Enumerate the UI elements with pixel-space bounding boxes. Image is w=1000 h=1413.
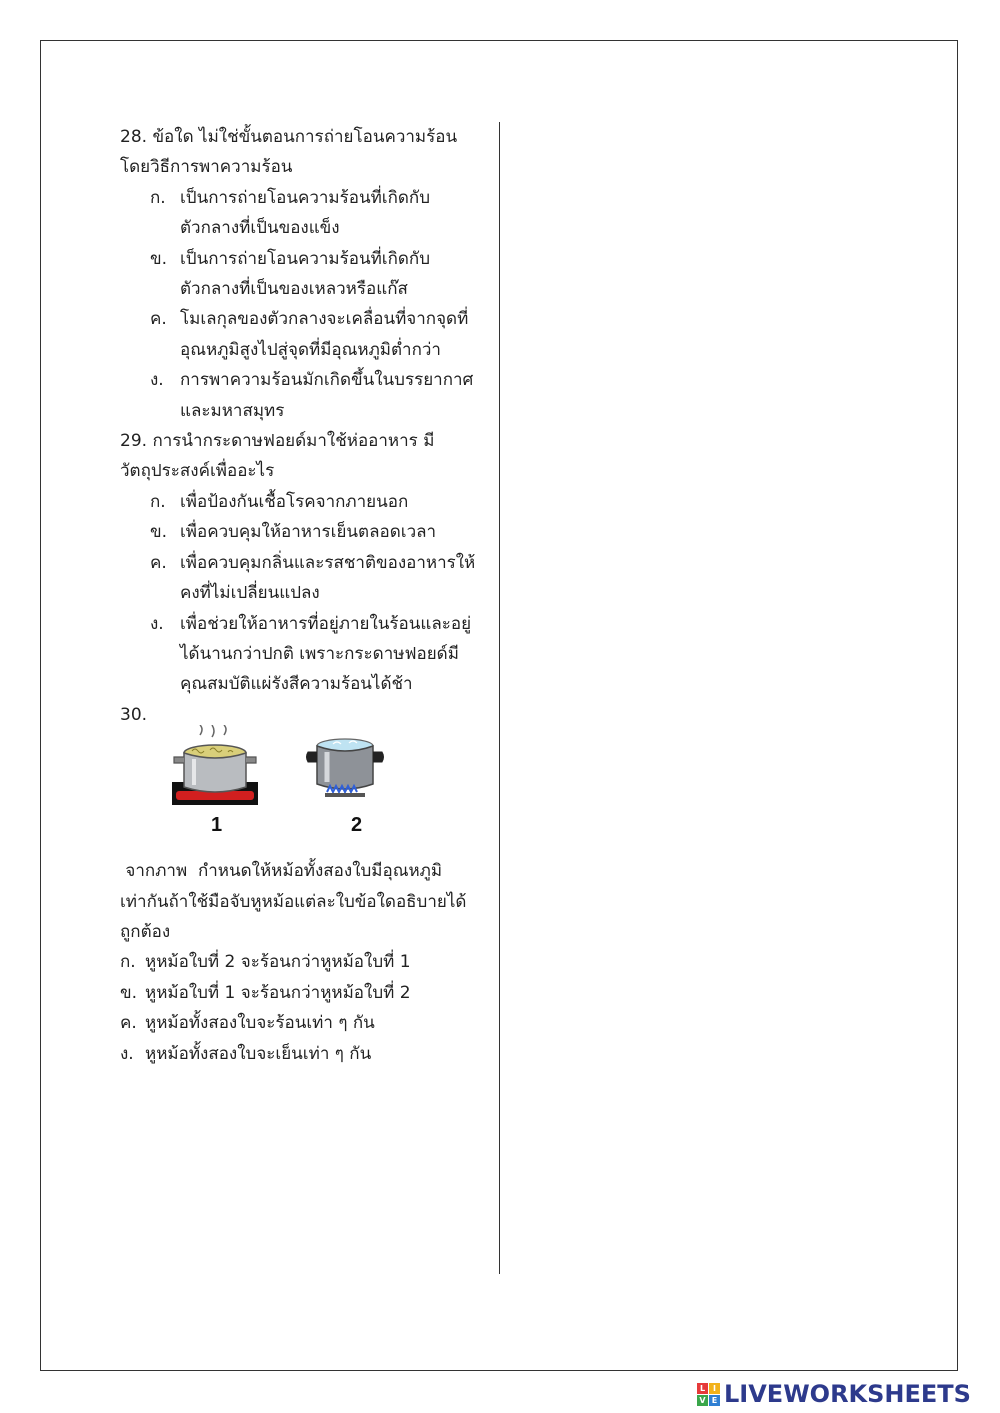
logo-tile: L (697, 1383, 708, 1394)
question-stem-line: โดยวิธีการพาความร้อน (120, 157, 293, 178)
option-text: ได้นานกว่าปกติ เพราะกระดาษฟอยด์มี (180, 643, 459, 664)
question-30 (120, 700, 470, 1069)
answer-option (120, 1008, 470, 1038)
question-stem-line: เท่ากันถ้าใช้มือจับหูหม้อแต่ละใบข้อใดอธิบายได้ (120, 891, 467, 912)
answer-option (120, 304, 470, 365)
option-letter: ง. (150, 613, 164, 634)
answer-option (120, 947, 470, 977)
option-text: หูหม้อทั้งสองใบจะเย็นเท่า ๆ กัน (145, 1043, 372, 1064)
pot-on-hotplate-image (170, 725, 260, 813)
option-letter: ค. (150, 309, 167, 330)
option-text: หูหม้อทั้งสองใบจะร้อนเท่า ๆ กัน (145, 1013, 375, 1034)
question-stem-line: ถูกต้อง (120, 921, 171, 942)
answer-option (120, 548, 476, 609)
option-letter: ง. (120, 1043, 134, 1064)
option-letter: ก. (150, 187, 166, 208)
column-divider (499, 122, 500, 1274)
option-text: คุณสมบัติแผ่รังสีความร้อนได้ช้า (180, 674, 413, 695)
brand-name: LIVEWORKSHEETS (724, 1380, 971, 1408)
option-letter: ข. (150, 522, 168, 543)
question-number: 30. (120, 704, 148, 725)
answer-option (120, 517, 470, 547)
logo-tile: I (709, 1383, 720, 1394)
option-text: โมเลกุลของตัวกลางจะเคลื่อนที่จากจุดที่ (180, 309, 469, 330)
answer-option (120, 1039, 470, 1069)
option-text: เพื่อช่วยให้อาหารที่อยู่ภายในร้อนและอยู่ (180, 613, 472, 634)
question-28 (120, 122, 474, 426)
option-letter: ข. (150, 248, 168, 269)
question-29 (120, 426, 476, 700)
option-letter: ก. (150, 491, 166, 512)
option-text: หูหม้อใบที่ 2 จะร้อนกว่าหูหม้อใบที่ 1 (145, 952, 411, 973)
option-text: เพื่อป้องกันเชื้อโรคจากภายนอก (180, 491, 409, 512)
option-letter: ง. (150, 370, 164, 391)
figure-label-1: 1 (211, 814, 223, 837)
answer-option (120, 183, 470, 244)
option-text: และมหาสมุทร (180, 400, 285, 421)
option-text: เพื่อควบคุมให้อาหารเย็นตลอดเวลา (180, 522, 437, 543)
question-stem-line: 29. การนำกระดาษฟอยด์มาใช้ห่ออาหาร มี (120, 431, 435, 452)
option-text: หูหม้อใบที่ 1 จะร้อนกว่าหูหม้อใบที่ 2 (145, 982, 411, 1003)
answer-option (120, 365, 474, 426)
option-text: เป็นการถ่ายโอนความร้อนที่เกิดกับ (180, 248, 431, 269)
worksheet-left-column (120, 122, 476, 1069)
figure-label-2: 2 (351, 814, 363, 837)
option-text: คงที่ไม่เปลี่ยนแปลง (180, 583, 320, 604)
option-text: อุณหภูมิสูงไปสู่จุดที่มีอุณหภูมิต่ำกว่า (180, 339, 441, 360)
option-letter: ข. (120, 982, 138, 1003)
answer-option (120, 978, 470, 1008)
liveworksheets-watermark (697, 1378, 971, 1410)
answer-option (120, 609, 470, 700)
option-text: เพื่อควบคุมกลิ่นและรสชาติของอาหารให้ (180, 552, 476, 573)
option-letter: ก. (120, 952, 136, 973)
pots-figure (120, 730, 470, 837)
question-stem-line: วัตถุประสงค์เพื่ออะไร (120, 461, 275, 482)
logo-tile: V (697, 1395, 708, 1406)
pot-on-gas-burner-image (305, 732, 385, 804)
option-text: เป็นการถ่ายโอนความร้อนที่เกิดกับ (180, 187, 431, 208)
option-text: ตัวกลางที่เป็นของเหลวหรือแก๊ส (180, 279, 408, 300)
logo-tile: E (709, 1395, 720, 1406)
option-letter: ค. (150, 552, 167, 573)
question-stem-line: จากภาพ กำหนดให้หม้อทั้งสองใบมีอุณหภูมิ (120, 861, 443, 882)
option-letter: ค. (120, 1013, 137, 1034)
option-text: ตัวกลางที่เป็นของแข็ง (180, 218, 340, 239)
question-stem-line: 28. ข้อใด ไม่ใช่ขั้นตอนการถ่ายโอนความร้อน (120, 127, 458, 147)
answer-option (120, 487, 470, 517)
option-text: การพาความร้อนมักเกิดขึ้นในบรรยากาศ (180, 370, 474, 391)
answer-option (120, 244, 470, 305)
liveworksheets-logo-icon (697, 1383, 720, 1406)
